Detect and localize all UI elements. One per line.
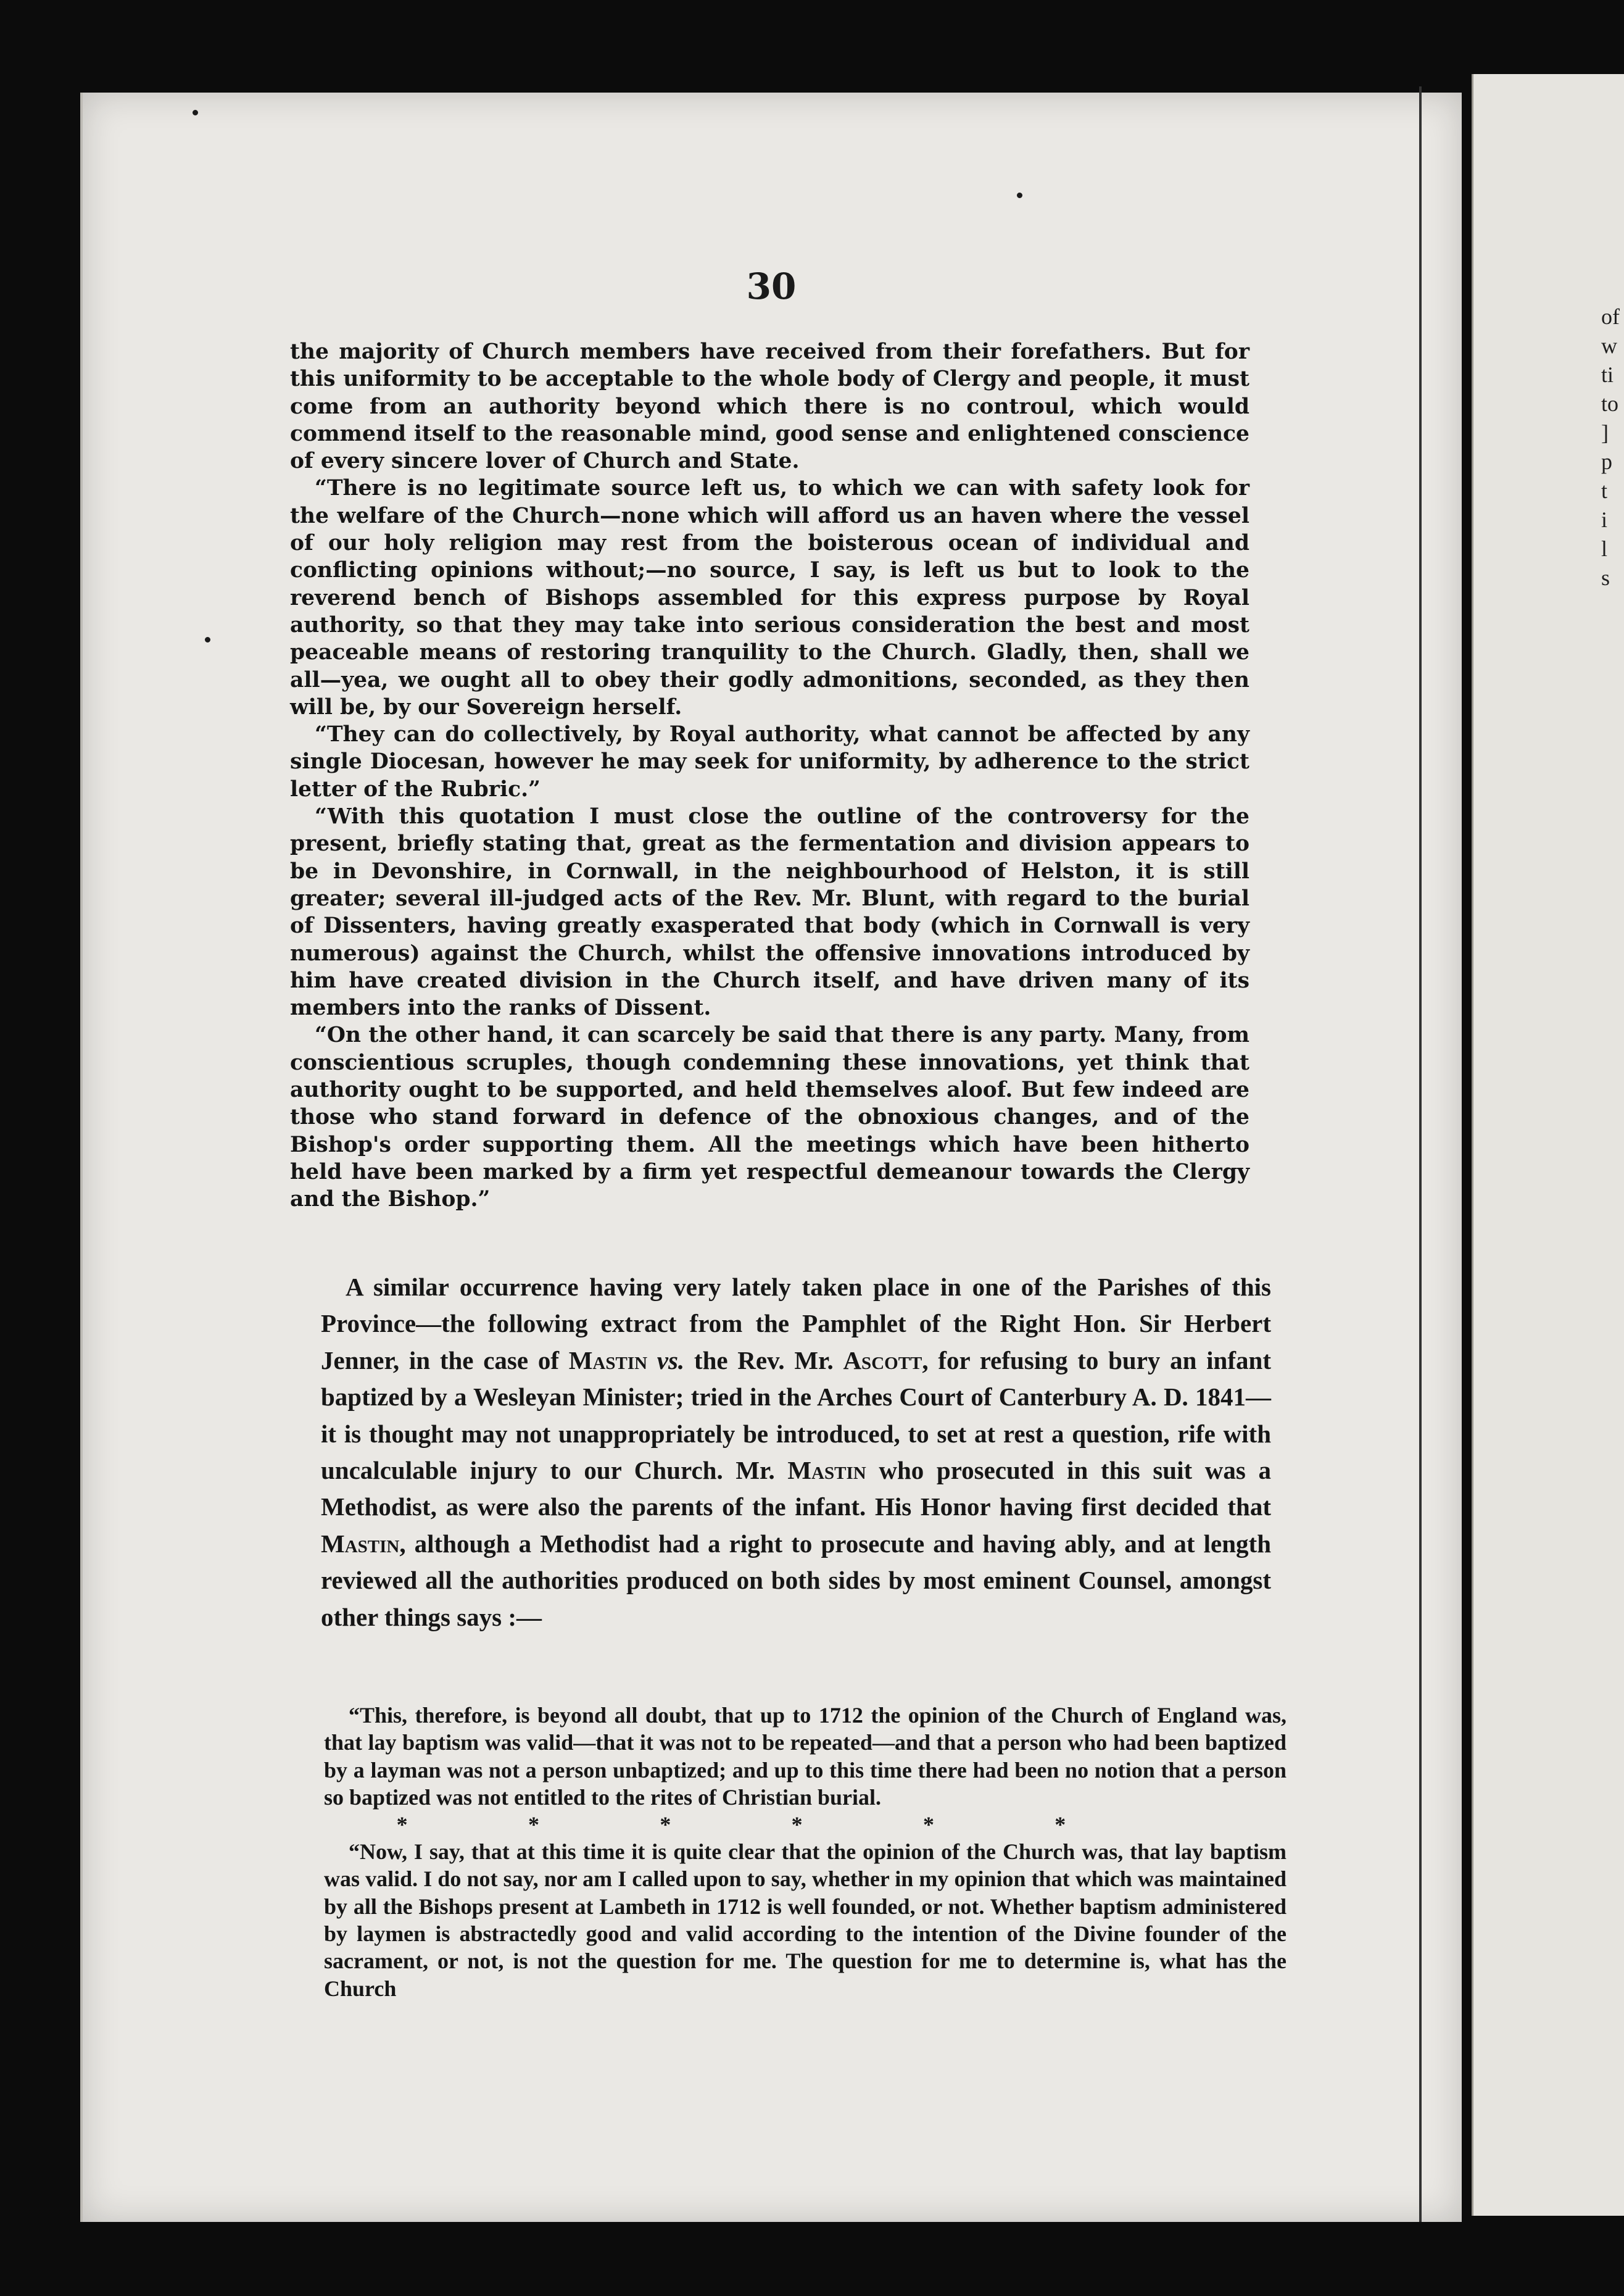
speck-mark (1017, 193, 1022, 198)
text-run: A similar occurrence having very lately taken place in one of the Parishes of this Province—the following extract from the Pamphlet of the Right Hon. Sir Herbert Jenner, in the case of (321, 1273, 1271, 1375)
party-name: Ascott (843, 1346, 922, 1375)
star-mark: * (396, 1812, 408, 1837)
binding-gutter (1419, 86, 1422, 2222)
page-number: 30 (746, 265, 797, 307)
report-paragraph: “On the other hand, it can scarcely be said that there is any party. Many, from conscientious scruples, though condemning these innovations, yet think that authority ought to be supported, and held themselves aloof. But few indeed are those who stand forward in defence of the obnoxious changes, and of the Bishop's order supporting them. All the meetings which have been hitherto held have been marked by a firm yet respectful demeanour towards the Clergy and the Bishop.” (290, 1023, 1249, 1212)
judgment-quote (324, 1702, 1286, 2002)
party-name: Mastin (321, 1529, 400, 1558)
star-mark: * (791, 1812, 803, 1837)
report-paragraph: “They can do collectively, by Royal authority, what cannot be affected by any single Diocesan, however he may seek for uniformity, by adherence to the strict letter of the Rubric.” (290, 722, 1249, 802)
text-run: the Rev. Mr. (684, 1346, 843, 1375)
speck-mark (193, 110, 198, 115)
report-paragraph: “With this quotation I must close the outline of the controversy for the present, briefly stating that, great as the fermentation and division appears to be in Devonshire, in Cornwall, in the neighbourhood of Helston, it is still greater; several ill-judged acts of the Rev. Mr. Blunt, with regard to the burial of Dissenters, having greatly exasperated that body (which in Cornwall is very numerous) against the Church, whilst the offensive innovations introduced by him have created division in the Church itself, and have driven many of its members into the ranks of Dissent. (290, 804, 1249, 1021)
judgment-paragraph: “Now, I say, that at this time it is quite clear that the opinion of the Church was, that lay baptism was valid. I do not say, nor am I called upon to say, whether in my opinion that which was maintained by all the Bishops present at Lambeth in 1712 is well founded, or not. Whether baptism administered by laymen is abstractedly good and valid according to the intention of the Divine founder of the sacrament, or not, is not the question for me. The question for me to determine is, what has the Church (324, 1839, 1286, 2001)
quoted-report (290, 338, 1249, 1213)
main-paragraph-text (321, 1269, 1271, 1636)
versus-abbrev: vs. (657, 1346, 685, 1375)
party-name: Mastin (568, 1346, 648, 1375)
text-run: , although a Methodist had a right to prosecute and having ably, and at length reviewed all the authorities produced on both sides by most eminent Counsel, amongst other things says :— (321, 1529, 1271, 1631)
text-run: , for refusing to bury an infant baptized by a Wesleyan Minister; tried in the Arches Court of Canterbury A. D. 1841—it is thought may not unappropriately be introduced, to set at rest a question, rife with uncalculable injury to our Church. Mr. (321, 1346, 1271, 1485)
star-mark: * (1054, 1812, 1066, 1837)
star-mark: * (922, 1812, 934, 1837)
report-paragraph: “There is no legitimate source left us, to which we can with safety look for the welfare of the Church—none which will afford us an haven where the vessel of our holy religion may rest from the boisterous ocean of individual and conflicting opinions without;—no source, I say, is left us but to look to the reverend bench of Bishops assembled for this express purpose by Royal authority, so that they may take into serious consideration the best and most peaceable means of restoring tranquility to the Church. Gladly, then, shall we all—yea, we ought all to obey their godly admonitions, seconded, as they then will be, by our Sovereign herself. (290, 476, 1249, 720)
adjacent-page-text-fragment: of w ti to ] p t i l s (1601, 304, 1620, 590)
report-paragraph: the majority of Church members have received from their forefathers. But for this uniformity to be acceptable to the whole body of Clergy and people, it must come from an authority beyond which there is no controul, which would commend itself to the reasonable mind, good sense and enlightened conscience of every sincere lover of Church and State. (290, 339, 1249, 474)
ellipsis-stars (324, 1811, 1286, 1838)
star-mark: * (528, 1812, 539, 1837)
star-mark: * (660, 1812, 671, 1837)
speck-mark (205, 637, 210, 643)
main-paragraph (321, 1269, 1271, 1636)
text-run: who prosecuted in this suit was a Methodist, as were also the parents of the infant. His Honor having first decided that (321, 1456, 1271, 1521)
judgment-paragraph: “This, therefore, is beyond all doubt, that up to 1712 the opinion of the Church of England was, that lay baptism was valid—that it was not to be repeated—and that a person who had been baptized by a layman was not a person unbaptized; and up to this time there had been no notion that a person so baptized was not entitled to the rites of Christian burial. (324, 1703, 1286, 1810)
party-name: Mastin (787, 1456, 866, 1485)
